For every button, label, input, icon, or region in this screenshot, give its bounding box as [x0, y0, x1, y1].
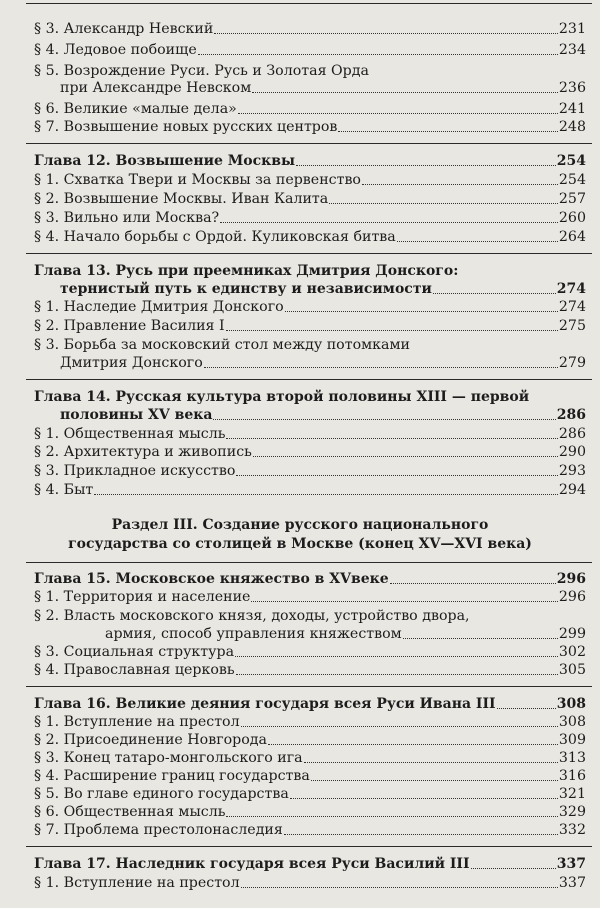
entry-title: Дмитрия Донского	[60, 355, 203, 371]
entry-page: 241	[558, 101, 586, 117]
entry-page: 257	[558, 191, 586, 207]
chapter-heading: Глава 14. Русская культура второй половины XIII — первой	[34, 389, 530, 405]
entry-title: § 2. Архитектура и живопись	[34, 444, 252, 460]
entry-page: 308	[558, 714, 586, 730]
toc-entry	[34, 317, 586, 335]
entry-page: 296	[558, 589, 586, 605]
entry-title: § 3. Вильно или Москва?	[34, 210, 220, 226]
entry-page: 302	[558, 644, 586, 660]
entry-title: § 3. Александр Невский	[34, 21, 214, 37]
entry-page: 321	[558, 786, 586, 802]
toc-entry	[34, 190, 586, 208]
entry-title: § 3. Прикладное искусство	[34, 463, 236, 479]
toc-entry	[34, 20, 586, 38]
entry-title: § 4. Расширение границ государства	[34, 768, 310, 784]
entry-page: 286	[558, 426, 586, 442]
entry-page: 290	[558, 444, 586, 460]
toc-entry	[34, 298, 586, 316]
toc-entry	[34, 767, 586, 785]
chapter-heading-cont	[60, 406, 586, 424]
entry-page: 329	[558, 804, 586, 820]
leader-dots	[471, 868, 556, 869]
toc-entry	[34, 661, 586, 679]
entry-title: армия, способ управления княжеством	[105, 626, 402, 642]
leader-dots	[253, 456, 558, 457]
chapter-rule	[26, 846, 592, 847]
chapter-rule	[26, 686, 592, 687]
entry-title: Глава 12. Возвышение Москвы	[34, 153, 295, 169]
toc-entry	[34, 228, 586, 246]
section-heading: Раздел III. Создание русского национального	[111, 517, 489, 533]
entry-title: § 5. Во главе единого государства	[34, 786, 289, 802]
entry-page: 296	[556, 571, 586, 587]
entry-page: 274	[556, 281, 586, 297]
leader-dots	[497, 708, 556, 709]
entry-title: § 2. Власть московского князя, доходы, устройство двора,	[34, 608, 470, 624]
entry-title: § 6. Великие «малые дела»	[34, 101, 237, 117]
leader-dots	[329, 203, 558, 204]
chapter-heading	[34, 152, 586, 170]
toc-entry	[34, 749, 586, 767]
leader-dots	[403, 638, 558, 639]
leader-dots	[338, 131, 557, 132]
toc-entry	[60, 79, 586, 97]
leader-dots	[213, 419, 555, 420]
entry-page: 254	[558, 172, 586, 188]
chapter-heading: Глава 13. Русь при преемниках Дмитрия Донского:	[34, 263, 459, 279]
toc-entry	[34, 821, 586, 839]
entry-page: 236	[558, 80, 586, 96]
chapter-rule	[26, 253, 592, 254]
chapter-heading	[34, 855, 586, 873]
toc-entry	[105, 625, 586, 643]
entry-page: 279	[558, 355, 586, 371]
leader-dots	[235, 656, 558, 657]
entry-page: 337	[556, 856, 586, 872]
entry-title: § 2. Присоединение Новгорода	[34, 732, 267, 748]
leader-dots	[285, 311, 558, 312]
leader-dots	[238, 113, 558, 114]
toc-entry	[34, 713, 586, 731]
entry-title: § 4. Православная церковь	[34, 662, 235, 678]
toc-entry	[34, 118, 586, 136]
toc-entry	[34, 100, 586, 118]
entry-page: 337	[558, 875, 586, 891]
entry-title: § 6. Общественная мысль	[34, 804, 226, 820]
toc-entry	[34, 425, 586, 443]
entry-title: Глава 16. Великие деяния государя всея Руси Ивана III	[34, 696, 496, 712]
toc-entry	[34, 874, 586, 892]
chapter-heading-cont	[60, 280, 586, 298]
leader-dots	[268, 744, 558, 745]
entry-title: § 2. Возвышение Москвы. Иван Калита	[34, 191, 329, 207]
entry-page: 264	[558, 229, 586, 245]
leader-dots	[252, 92, 558, 93]
leader-dots	[284, 834, 558, 835]
entry-title: при Александре Невском	[60, 80, 252, 96]
entry-title: § 4. Ледовое побоище	[34, 42, 197, 58]
section-heading-cont: государства со столицей в Москве (конец XV—XVI века)	[68, 536, 532, 552]
toc-entry	[34, 588, 586, 606]
entry-title: § 1. Вступление на престол	[34, 875, 240, 891]
entry-page: 299	[558, 626, 586, 642]
leader-dots	[94, 494, 558, 495]
leader-dots	[241, 887, 558, 888]
entry-title: § 1. Наследие Дмитрия Донского	[34, 299, 284, 315]
entry-title: § 2. Правление Василия I	[34, 318, 225, 334]
entry-title: § 1. Территория и население	[34, 589, 251, 605]
toc-entry	[34, 481, 586, 499]
entry-title: тернистый путь к единству и независимости	[60, 281, 432, 297]
leader-dots	[198, 54, 558, 55]
toc-entry	[34, 462, 586, 480]
entry-title: § 1. Схватка Твери и Москвы за первенство	[34, 172, 361, 188]
leader-dots	[296, 165, 556, 166]
chapter-heading	[34, 570, 586, 588]
leader-dots	[433, 293, 556, 294]
entry-page: 254	[556, 153, 586, 169]
entry-title: § 1. Вступление на престол	[34, 714, 240, 730]
entry-page: 231	[558, 21, 586, 37]
chapter-heading	[34, 695, 586, 713]
entry-title: § 3. Борьба за московский стол между потомками	[34, 337, 410, 353]
toc-entry	[34, 209, 586, 227]
entry-title: § 3. Социальная структура	[34, 644, 235, 660]
toc-entry	[34, 731, 586, 749]
leader-dots	[214, 33, 558, 34]
leader-dots	[397, 241, 558, 242]
entry-page: 332	[558, 822, 586, 838]
chapter-rule	[26, 562, 592, 563]
entry-page: 308	[556, 696, 586, 712]
leader-dots	[390, 583, 556, 584]
leader-dots	[241, 726, 558, 727]
toc-entry	[60, 354, 586, 372]
toc-entry	[34, 785, 586, 803]
entry-title: § 4. Начало борьбы с Ордой. Куликовская битва	[34, 229, 396, 245]
leader-dots	[304, 762, 558, 763]
leader-dots	[362, 184, 558, 185]
entry-page: 234	[558, 42, 586, 58]
chapter-rule	[26, 379, 592, 380]
top-rule	[26, 3, 592, 4]
entry-title: § 7. Возвышение новых русских центров	[34, 119, 338, 135]
entry-title: половины XV века	[60, 407, 213, 423]
entry-title: § 4. Быт	[34, 482, 94, 498]
entry-page: 248	[558, 119, 586, 135]
entry-title: § 7. Проблема престолонаследия	[34, 822, 283, 838]
entry-title: § 5. Возрождение Руси. Русь и Золотая Орда	[34, 63, 369, 79]
entry-page: 286	[556, 407, 586, 423]
toc-entry	[34, 643, 586, 661]
entry-page: 275	[558, 318, 586, 334]
leader-dots	[290, 798, 558, 799]
leader-dots	[226, 816, 557, 817]
entry-title: § 3. Конец татаро-монгольского ига	[34, 750, 303, 766]
toc-entry	[34, 171, 586, 189]
leader-dots	[236, 475, 557, 476]
leader-dots	[220, 222, 558, 223]
entry-title: Глава 15. Московское княжество в XVвеке	[34, 571, 389, 587]
entry-page: 316	[558, 768, 586, 784]
entry-page: 294	[558, 482, 586, 498]
leader-dots	[204, 367, 558, 368]
leader-dots	[236, 674, 558, 675]
leader-dots	[251, 601, 557, 602]
leader-dots	[226, 330, 558, 331]
entry-title: Глава 17. Наследник государя всея Руси Василий III	[34, 856, 470, 872]
entry-title: § 1. Общественная мысль	[34, 426, 226, 442]
entry-page: 313	[558, 750, 586, 766]
entry-page: 293	[558, 463, 586, 479]
leader-dots	[226, 438, 557, 439]
toc-entry	[34, 443, 586, 461]
entry-page: 309	[558, 732, 586, 748]
leader-dots	[311, 780, 558, 781]
entry-page: 274	[558, 299, 586, 315]
chapter-rule	[26, 143, 592, 144]
entry-page: 260	[558, 210, 586, 226]
toc-entry	[34, 803, 586, 821]
entry-page: 305	[558, 662, 586, 678]
toc-entry	[34, 41, 586, 59]
